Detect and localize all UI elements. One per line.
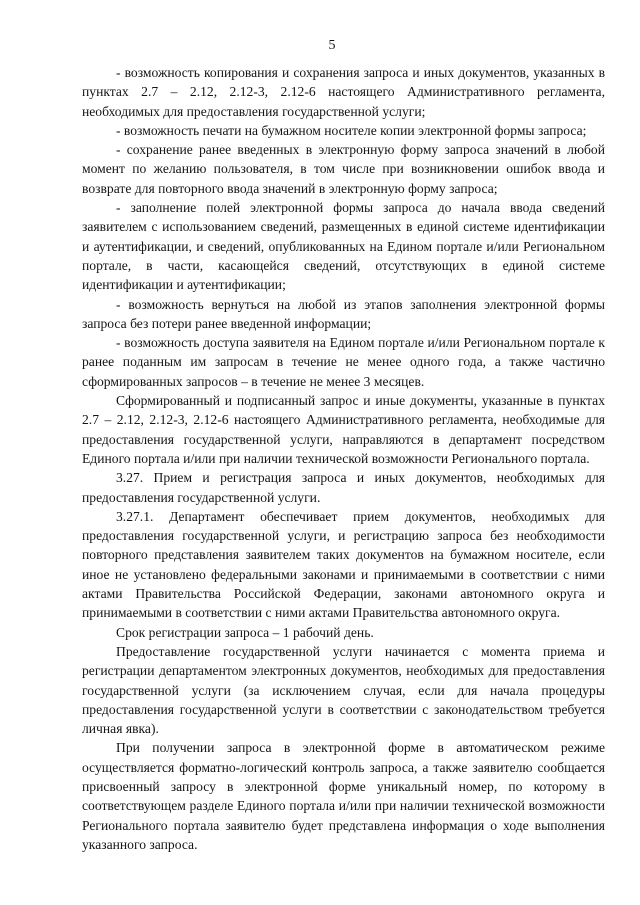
paragraph-section-3-27-1: 3.27.1. Департамент обеспечивает прием документов, необходимых для предоставления государственной услуги, и регистрацию запроса без необходимости повторного представления заявителем таких документов на бумажном носителе, если иное не установлено федеральными законами и принимаемыми в соответствии с ними актами Правительства Российской Федерации, законами автономного округа и принимаемыми в соответствии с ними актами Правительства автономного округа.: [82, 508, 605, 621]
paragraph-registration-term: Срок регистрации запроса – 1 рабочий день.: [116, 624, 374, 640]
paragraph-service-start: Предоставление государственной услуги начинается с момента приема и регистрации департаментом электронных документов, необходимых для предоставления государственной услуги (за исключением случая, если для начала процедуры предоставления государственной услуги в соответствии с законодательством требуется личная явка).: [82, 643, 605, 737]
paragraph-format-control: При получении запроса в электронной форме в автоматическом режиме осуществляется форматно-логический контроль запроса, а также заявителю сообщается присвоенный запросу в электронной форме уникальный номер, по которому в соответствующем разделе Единого портала и/или при наличии технической возможности Регионального портала заявителю будет представлена информация о ходе выполнения указанного запроса.: [82, 740, 605, 852]
paragraph-copy-save: - возможность копирования и сохранения запроса и иных документов, указанных в пунктах 2.7 – 2.12, 2.12-3, 2.12-6 настоящего Административного регламента, необходимых для предоставления государственной услуги;: [82, 65, 605, 119]
paragraph-autofill-fields: - заполнение полей электронной формы запроса до начала ввода сведений заявителем с использованием сведений, размещенных в единой системе идентификации и аутентификации, и сведений, опубликованных на Едином портале и/или Региональном портале, в части, касающейся сведений, отсутствующих в единой системе идентификации и аутентификации;: [82, 200, 605, 293]
paragraph-return-stage: - возможность вернуться на любой из этапов заполнения электронной формы запроса без потери ранее введенной информации;: [82, 296, 605, 331]
paragraph-save-values: - сохранение ранее введенных в электронную форму запроса значений в любой момент по желанию пользователя, в том числе при возникновении ошибок ввода и возврате для повторного ввода значений в электронную форму запроса;: [82, 142, 605, 196]
paragraph-print-copy: - возможность печати на бумажном носителе копии электронной формы запроса;: [116, 122, 587, 138]
paragraph-section-3-27: 3.27. Прием и регистрация запроса и иных документов, необходимых для предоставления государственной услуги.: [82, 470, 605, 505]
document-body: [82, 63, 605, 854]
page-number: 5: [328, 38, 336, 53]
paragraph-access-requests: - возможность доступа заявителя на Едином портале и/или Региональном портале к ранее поданным им запросам в течение не менее одного года, а также частично сформированных запросов – в течение не менее 3 месяцев.: [82, 335, 605, 389]
paragraph-submission: Сформированный и подписанный запрос и иные документы, указанные в пунктах 2.7 – 2.12, 2.12-3, 2.12-6 настоящего Административного регламента, необходимые для предоставления государственной услуги, направляются в департамент посредством Единого портала и/или при наличии технической возможности Регионального портала.: [82, 393, 605, 466]
